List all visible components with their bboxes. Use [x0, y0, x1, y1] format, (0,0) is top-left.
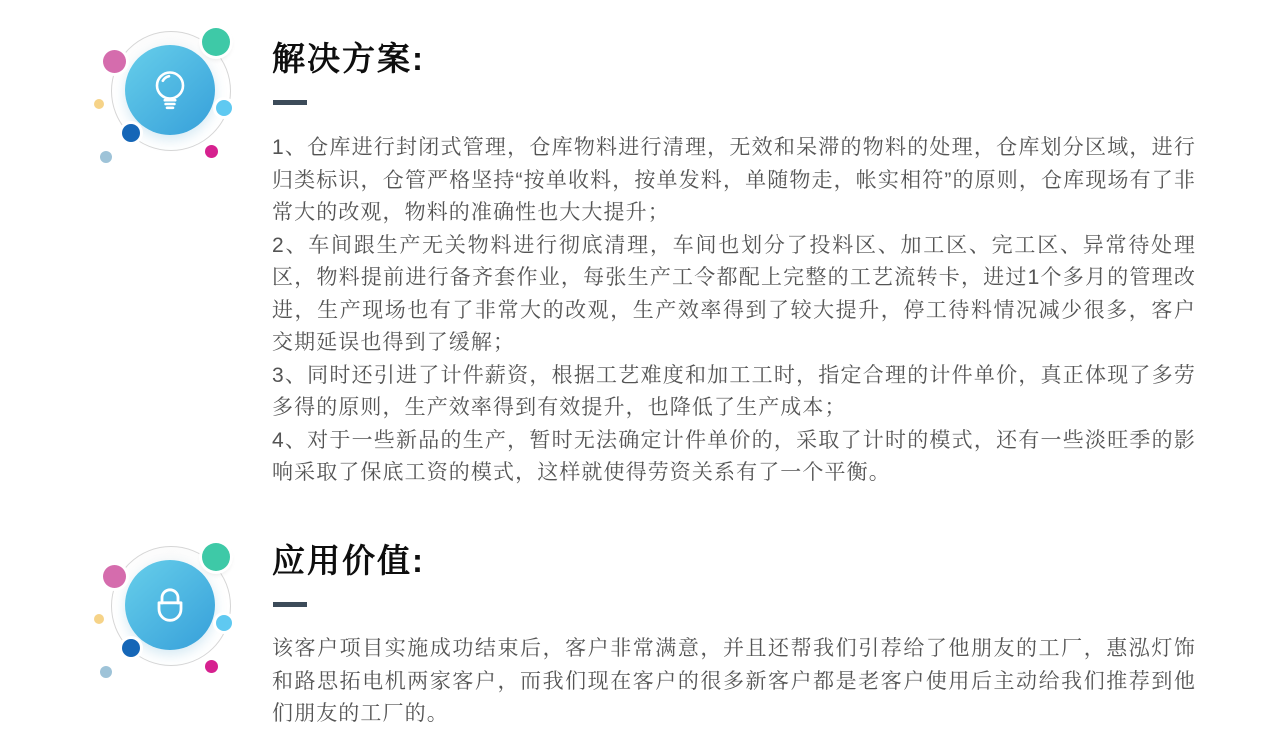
title-underline: [273, 100, 307, 105]
pale-blue-dot: [100, 151, 112, 163]
paragraph-2: 2、车间跟生产无关物料进行彻底清理，车间也划分了投料区、加工区、完工区、异常待处理区，物料提前进行备齐套作业，每张生产工令都配上完整的工艺流转卡，进过1个多月的管理改进，生产现场也有了非常大的改观，生产效率得到了较大提升，停工待料情况减少很多，客户交期延误也得到了缓解；: [272, 233, 1196, 354]
title-underline: [273, 602, 307, 607]
lock-badge: [88, 533, 243, 688]
sky-blue-dot: [216, 100, 232, 116]
section-title-solution: 解决方案:: [272, 40, 425, 77]
section-title-application-value: 应用价值:: [272, 542, 425, 579]
paragraph-1: 该客户项目实施成功结束后，客户非常满意，并且还帮我们引荐给了他朋友的工厂，惠泓灯饰和路思拓电机两家客户，而我们现在客户的很多新客户都是老客户使用后主动给我们推荐到他们朋友的工厂的。: [272, 637, 1196, 725]
pale-blue-dot: [100, 666, 112, 678]
badge-circle: [125, 45, 215, 135]
paragraph-3: 3、同时还引进了计件薪资，根据工艺难度和加工工时，指定合理的计件单价，真正体现了多劳多得的原则，生产效率得到有效提升，也降低了生产成本；: [272, 363, 1196, 419]
solution-paragraphs: [272, 132, 1196, 490]
paragraph-1: 1、仓库进行封闭式管理，仓库物料进行清理，无效和呆滞的物料的处理，仓库划分区域，进行归类标识，仓管严格坚持“按单收料，按单发料，单随物走，帐实相符”的原则，仓库现场有了非常大的改观，物料的准确性也大大提升；: [272, 136, 1196, 224]
yellow-dot: [94, 99, 104, 109]
magenta-dot: [205, 660, 218, 673]
lightbulb-badge: [88, 18, 243, 173]
yellow-dot: [94, 614, 104, 624]
lock-icon: [146, 581, 194, 629]
pink-dot: [103, 50, 126, 73]
sky-blue-dot: [216, 615, 232, 631]
paragraph-4: 4、对于一些新品的生产，暂时无法确定计件单价的，采取了计时的模式，还有一些淡旺季的影响采取了保底工资的模式，这样就使得劳资关系有了一个平衡。: [272, 428, 1196, 484]
pink-dot: [103, 565, 126, 588]
dark-blue-dot: [122, 639, 140, 657]
teal-dot: [202, 543, 230, 571]
badge-circle: [125, 560, 215, 650]
teal-dot: [202, 28, 230, 56]
magenta-dot: [205, 145, 218, 158]
application-value-paragraphs: [272, 633, 1196, 731]
section-application-value: [0, 515, 1264, 754]
dark-blue-dot: [122, 124, 140, 142]
lightbulb-icon: [146, 66, 194, 114]
